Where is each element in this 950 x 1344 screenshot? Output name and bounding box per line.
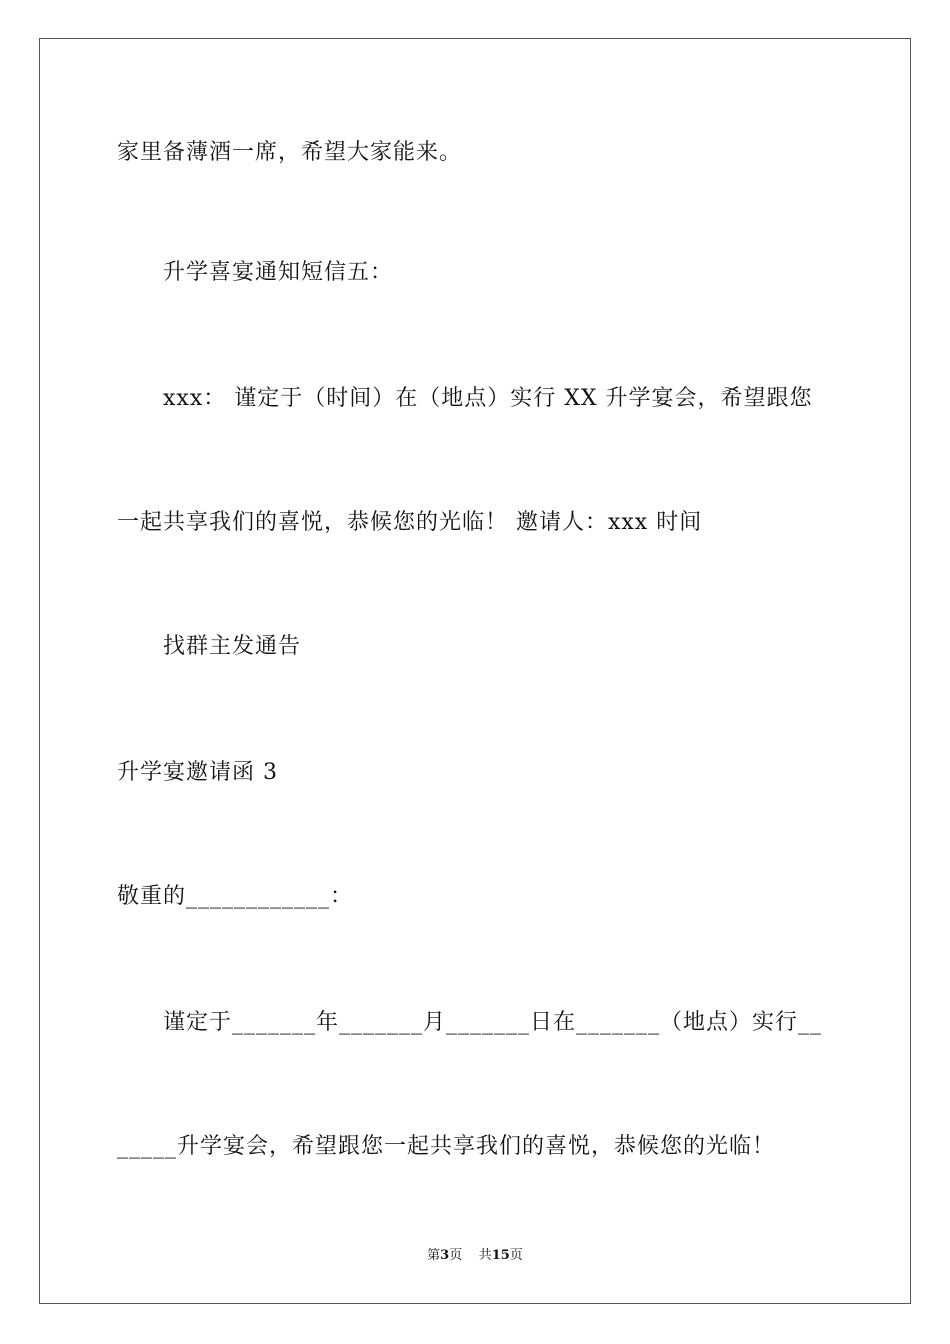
- footer-total-prefix: 共: [478, 1248, 492, 1263]
- footer-total-pages: 15: [491, 1248, 510, 1263]
- page-footer: [0, 1247, 950, 1265]
- footer-total-suffix: 页: [509, 1248, 523, 1263]
- page-border: [39, 38, 911, 1304]
- section-heading-sms-five: 升学喜宴通知短信五：: [163, 260, 394, 285]
- footer-page-prefix: 第: [427, 1248, 441, 1263]
- body-line-group-notice: 找群主发通告: [163, 634, 302, 659]
- footer-page-suffix: 页: [449, 1248, 463, 1263]
- section-heading-invitation-3: 升学宴邀请函 3: [117, 760, 278, 785]
- body-line-invitation-sms: xxx： 谨定于（时间）在（地点）实行 XX 升学宴会，希望跟您: [163, 386, 813, 411]
- body-line-invitation-sms-cont: 一起共享我们的喜悦，恭候您的光临！ 邀请人：xxx 时间: [117, 510, 703, 535]
- body-line-1: 家里备薄酒一席，希望大家能来。: [117, 140, 463, 165]
- footer-page-number: 3: [440, 1248, 450, 1263]
- salutation-line: 敬重的____________：: [117, 884, 354, 909]
- body-line-closing: _____升学宴会，希望跟您一起共享我们的喜悦，恭候您的光临！: [117, 1134, 776, 1159]
- body-line-date-place: 谨定于_______年_______月_______日在_______（地点）实行__: [163, 1010, 823, 1035]
